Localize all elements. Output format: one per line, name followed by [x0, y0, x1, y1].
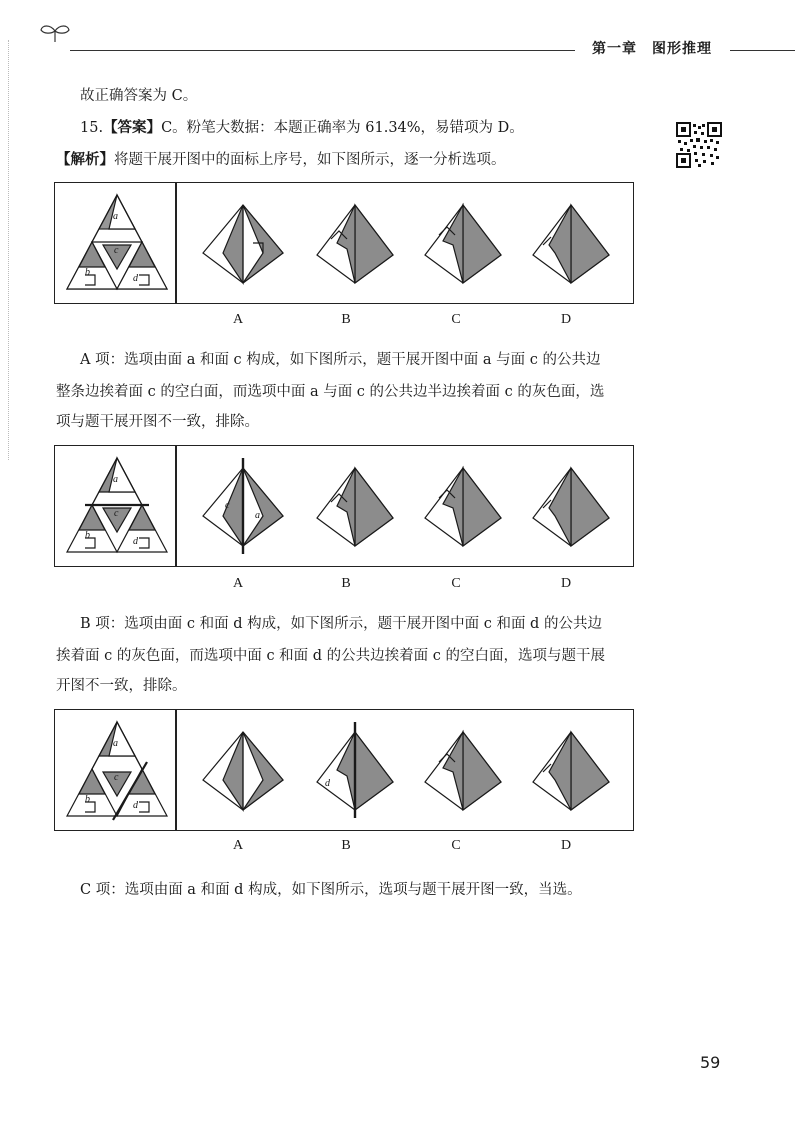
face-label-d: d: [133, 800, 138, 811]
face-label-a: a: [113, 474, 118, 485]
analysis-text: 将题干展开图中的面标上序号，如下图所示，逐一分析选项。: [114, 152, 506, 168]
face-label-a: a: [113, 211, 118, 222]
answer-line: [80, 118, 524, 138]
option-a-pyramid: [203, 205, 283, 283]
option-d-pyramid: [533, 468, 609, 546]
fig1-label-a: A: [232, 312, 244, 327]
a-explanation-3: 项与题干展开图不一致，排除。: [56, 414, 259, 430]
conclusion-line: 故正确答案为 C。: [80, 88, 198, 104]
analysis-line: [56, 150, 506, 170]
unfolded-net: [67, 722, 167, 820]
face-label-a: a: [113, 738, 118, 749]
face-label-b: b: [85, 794, 90, 805]
option-d-pyramid: [533, 732, 609, 810]
b-explanation-3: 开图不一致，排除。: [56, 678, 187, 694]
qr-code-icon: [676, 122, 722, 168]
b-explanation-2: 挨着面 c 的灰色面，而选项中面 c 和面 d 的公共边挨着面 c 的空白面，选项与题干展: [56, 648, 606, 664]
unfolded-net: [67, 195, 167, 289]
a-explanation-2: 整条边挨着面 c 的空白面，而选项中面 a 与面 c 的公共边半边挨着面 c 的灰色面，选: [56, 384, 605, 400]
option-a-pyramid: [203, 732, 283, 810]
figure-2: [54, 445, 634, 567]
b-explanation-1: B 项：选项由面 c 和面 d 构成，如下图所示，题干展开图中面 c 和面 d 的公共边: [80, 616, 602, 632]
answer-tag: 【答案】: [103, 119, 162, 136]
unfolded-net: [67, 458, 167, 552]
a-explanation-1: A 项：选项由面 a 和面 c 构成，如下图所示，题干展开图中面 a 与面 c 的公共边: [80, 352, 601, 368]
figure-3: [54, 709, 634, 831]
option-c-pyramid: [425, 732, 501, 810]
option-b-pyramid-marked: [317, 722, 393, 818]
page-number: 59: [700, 1053, 721, 1072]
face-label-c: c: [114, 772, 119, 783]
face-label-c: c: [114, 508, 119, 519]
face-label-c: c: [114, 245, 119, 256]
face-label-b: b: [85, 530, 90, 541]
figure-3-drawing: [55, 710, 635, 832]
question-number: 15.: [80, 120, 104, 136]
fig2-label-b: B: [341, 576, 351, 591]
fig1-label-b: B: [341, 312, 351, 327]
fig1-label-d: D: [560, 312, 572, 327]
analysis-tag: 【解析】: [56, 151, 114, 168]
option-c-pyramid: [425, 205, 501, 283]
fig2-label-c: C: [451, 576, 461, 591]
face-label-d: d: [133, 536, 138, 547]
option-b-pyramid: [317, 468, 393, 546]
header-rule-left: [70, 50, 575, 51]
option-a-pyramid-marked: [203, 458, 283, 554]
figure-2-drawing: [55, 446, 635, 568]
option-a-face-c: c: [225, 500, 230, 511]
figure-1: [54, 182, 634, 304]
option-b-pyramid: [317, 205, 393, 283]
option-c-pyramid: [425, 468, 501, 546]
figure-1-drawing: [55, 183, 635, 305]
face-label-b: b: [85, 267, 90, 278]
fig3-label-c: C: [451, 838, 461, 853]
fig3-label-d: D: [560, 838, 572, 853]
answer-text: C。粉笔大数据：本题正确率为 61.34%，易错项为 D。: [161, 120, 524, 136]
sprout-icon: [38, 22, 72, 44]
fig1-label-c: C: [451, 312, 461, 327]
option-a-face-a: a: [255, 510, 260, 521]
option-b-face-d: d: [325, 778, 330, 789]
margin-guide: [8, 40, 10, 460]
option-d-pyramid: [533, 205, 609, 283]
face-label-d: d: [133, 273, 138, 284]
fig2-label-d: D: [560, 576, 572, 591]
fig3-label-b: B: [341, 838, 351, 853]
fig3-label-a: A: [232, 838, 244, 853]
header-rule-right: [730, 50, 795, 51]
chapter-title: 第一章 图形推理: [592, 41, 712, 57]
fig2-label-a: A: [232, 576, 244, 591]
c-explanation-1: C 项：选项由面 a 和面 d 构成，如下图所示，选项与题干展开图一致，当选。: [80, 882, 582, 898]
